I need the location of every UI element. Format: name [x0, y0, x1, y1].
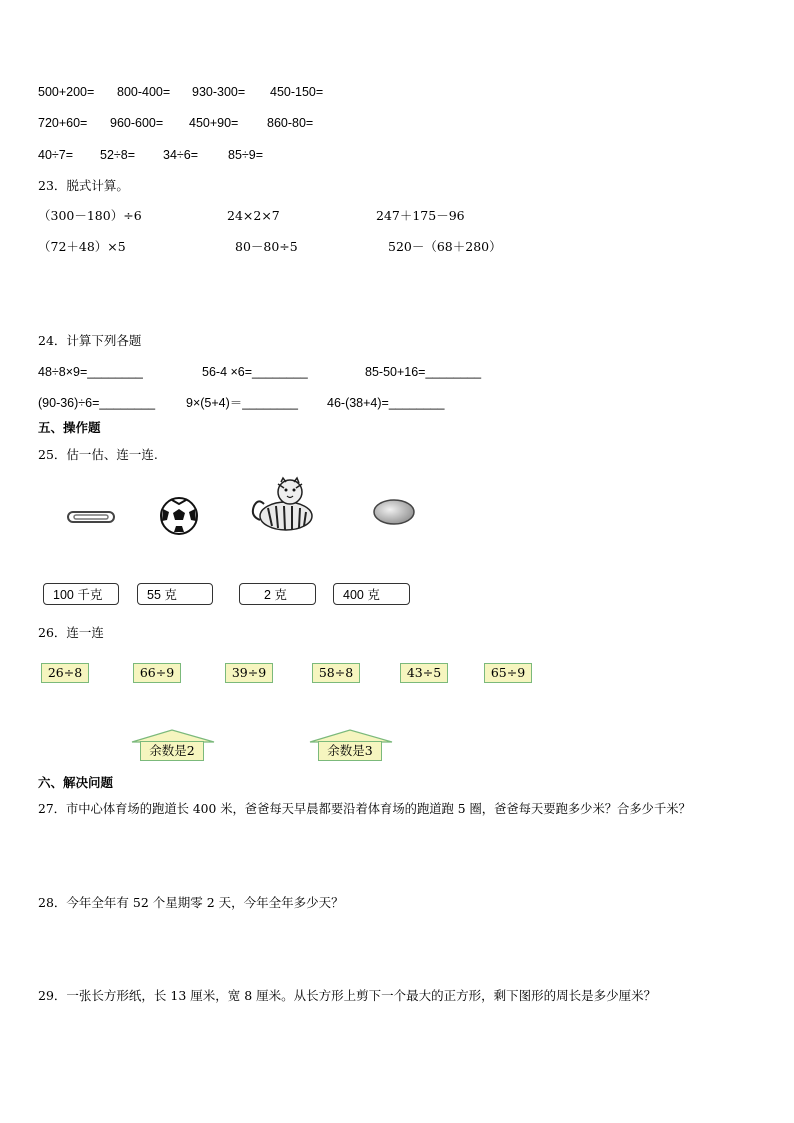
calc-item: 34÷6= — [163, 148, 199, 162]
expression: 80－80÷5 — [235, 239, 298, 254]
calc-item: 450+90= — [189, 116, 239, 130]
paperclip-icon — [66, 507, 116, 527]
question-24-title: 24．计算下列各题 — [38, 333, 142, 348]
division-label: 26÷8 — [47, 665, 83, 680]
weight-box-55g[interactable]: 55 克 — [137, 583, 213, 605]
division-label: 39÷9 — [231, 665, 267, 680]
question-28: 28．今年全年有 52 个星期零 2 天，今年全年多少天？ — [38, 895, 344, 910]
weight-box-2g[interactable]: 2 克 — [239, 583, 316, 605]
fill-blank-item: (90-36)÷6=________ — [38, 396, 156, 410]
calc-item: 720+60= — [38, 116, 88, 130]
question-26-title: 26．连一连 — [38, 625, 104, 640]
fill-blank-item: 46-(38+4)=________ — [327, 396, 445, 410]
calc-item: 500+200= — [38, 85, 95, 99]
division-box[interactable] — [400, 663, 448, 683]
division-box[interactable] — [225, 663, 273, 683]
fill-blank-item: 9×(5+4)＝________ — [186, 396, 298, 410]
section-heading: 六、解决问题 — [38, 775, 114, 790]
tiger-icon — [248, 476, 318, 534]
section-heading: 五、操作题 — [38, 420, 101, 435]
remainder-house-2[interactable] — [140, 741, 204, 761]
division-label: 65÷9 — [490, 665, 526, 680]
weight-box-400g[interactable]: 400 克 — [333, 583, 410, 605]
division-label: 66÷9 — [139, 665, 175, 680]
expression: 24×2×7 — [227, 208, 280, 223]
expression: 247＋175－96 — [376, 208, 465, 223]
question-27: 27．市中心体育场的跑道长 400 米，爸爸每天早晨都要沿着体育场的跑道跑 5 圈，爸爸每天要跑多少米？合多少千米？ — [38, 802, 691, 816]
fill-blank-item: 85-50+16=________ — [365, 365, 482, 379]
division-label: 43÷5 — [406, 665, 442, 680]
fill-blank-item: 56-4 ×6=________ — [202, 365, 308, 379]
expression: 520－（68＋280） — [388, 239, 502, 254]
calc-item: 930-300= — [192, 85, 246, 99]
fill-blank-item: 48÷8×9=________ — [38, 365, 143, 379]
calc-item: 85÷9= — [228, 148, 264, 162]
expression: （72＋48）×5 — [38, 239, 126, 254]
calc-item: 960-600= — [110, 116, 164, 130]
remainder-label: 余数是2 — [149, 743, 195, 758]
calc-item: 800-400= — [117, 85, 171, 99]
calc-item: 40÷7= — [38, 148, 74, 162]
weight-box-100kg[interactable]: 100 千克 — [43, 583, 119, 605]
egg-icon — [372, 498, 418, 526]
calc-item: 860-80= — [267, 116, 314, 130]
calc-item: 450-150= — [270, 85, 324, 99]
division-box[interactable] — [484, 663, 532, 683]
remainder-house-3[interactable] — [318, 741, 382, 761]
question-23-title: 23．脱式计算。 — [38, 178, 129, 193]
division-box[interactable] — [312, 663, 360, 683]
division-box[interactable] — [41, 663, 89, 683]
calc-item: 52÷8= — [100, 148, 136, 162]
question-29: 29．一张长方形纸，长 13 厘米，宽 8 厘米。从长方形上剪下一个最大的正方形，剩下图形的周长是多少厘米？ — [38, 988, 657, 1003]
division-label: 58÷8 — [318, 665, 354, 680]
soccer-ball-icon — [158, 496, 200, 536]
division-box[interactable] — [133, 663, 181, 683]
question-25-title: 25．估一估、连一连. — [38, 447, 158, 462]
remainder-label: 余数是3 — [327, 743, 373, 758]
expression: （300－180）÷6 — [38, 208, 142, 223]
